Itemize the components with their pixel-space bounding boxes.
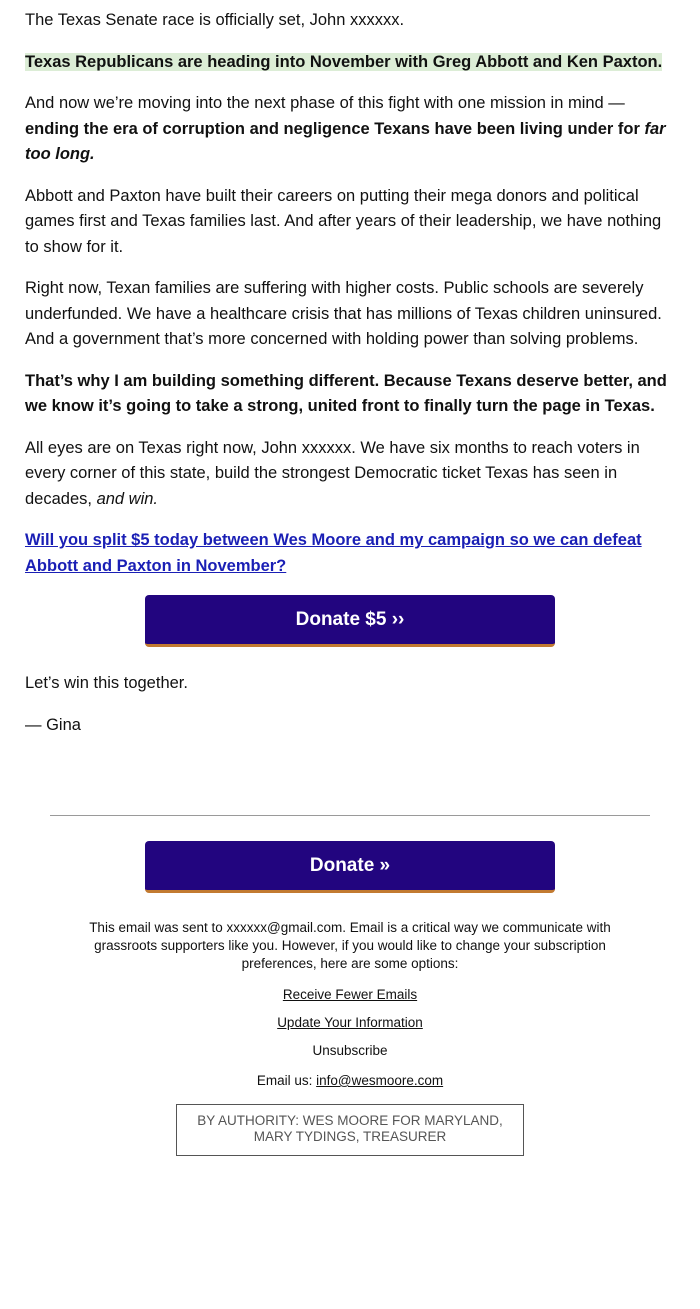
careers-paragraph: Abbott and Paxton have built their careers on putting their mega donors and political games first and Texas families last. And after years of their leadership, we have nothing to show for it. <box>25 186 662 256</box>
highlighted-text: Texas Republicans are heading into November with Greg Abbott and Ken Paxton. <box>25 52 663 71</box>
footer <box>0 919 700 1156</box>
closing-paragraph: Let’s win this together. <box>25 674 188 692</box>
footer-divider <box>50 815 650 816</box>
authority-line-2: MARY TYDINGS, TREASURER <box>253 1129 447 1144</box>
building-paragraph: That’s why I am building something different. Because Texans deserve better, and we know it’s going to take a strong, united front to finally turn the page in Texas. <box>25 371 667 415</box>
families-paragraph: Right now, Texan families are suffering with higher costs. Public schools are severely underfunded. We have a healthcare crisis that has millions of Texas children uninsured. And a government that’s more concerned with holding power than solving problems. <box>25 279 662 348</box>
donate-button-row <box>25 595 675 647</box>
eyes-paragraph <box>25 436 675 513</box>
footer-button-row <box>0 841 700 893</box>
authority-disclaimer <box>176 1104 524 1156</box>
unsubscribe-link[interactable]: Unsubscribe <box>312 1043 388 1058</box>
contact-line <box>0 1072 700 1090</box>
contact-email-link[interactable]: info@wesmoore.com <box>316 1073 444 1088</box>
intro-paragraph: The Texas Senate race is officially set, John xxxxxx. <box>25 11 405 29</box>
split-donation-link[interactable]: Will you split $5 today between Wes Moore and my campaign so we can defeat Abbott and Paxton in November? <box>25 531 642 575</box>
footer-donate-button[interactable]: Donate » <box>145 841 555 893</box>
mission-paragraph <box>25 91 675 168</box>
cta-paragraph <box>25 528 675 579</box>
signature: — Gina <box>25 715 81 734</box>
eyes-plain-text: All eyes are on Texas right now, John xxxxxx. We have six months to reach voters in every corner of this state, build the strongest Democratic ticket Texas has seen in decades, <box>25 438 640 508</box>
mission-bold-text: ending the era of corruption and negligence Texans have been living under for <box>25 119 645 138</box>
headline-paragraph <box>25 50 675 76</box>
mission-plain-text: And now we’re moving into the next phase of this fight with one mission in mind — <box>25 94 625 112</box>
donate-5-button[interactable]: Donate $5 ›› <box>145 595 555 647</box>
update-information-link[interactable]: Update Your Information <box>277 1015 423 1030</box>
eyes-italic-text: and win. <box>96 489 159 508</box>
receive-fewer-emails-link[interactable]: Receive Fewer Emails <box>282 987 418 1002</box>
authority-line-1: BY AUTHORITY: WES MOORE FOR MARYLAND, <box>197 1113 503 1128</box>
mission-bold-italic-text: far too long. <box>25 119 666 163</box>
email-label: Email us: <box>256 1073 317 1088</box>
subscription-notice: This email was sent to xxxxxx@gmail.com. Email is a critical way we communicate with grassroots supporters like you. However, if you would like to change your subscription preferences, here are some options: <box>89 920 611 971</box>
